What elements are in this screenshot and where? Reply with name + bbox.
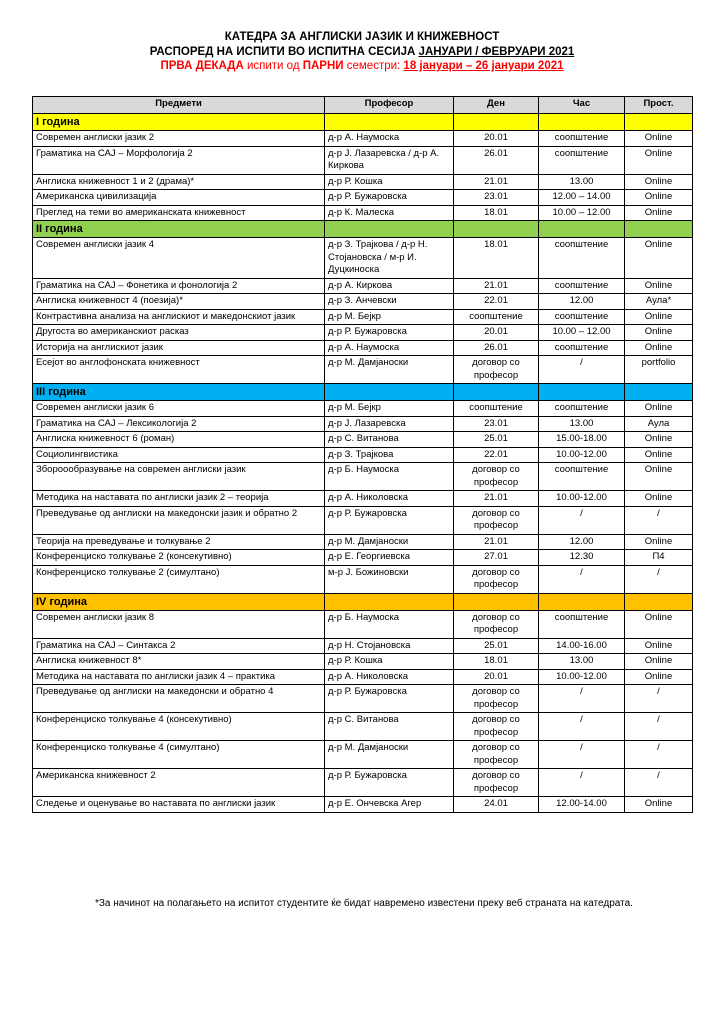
professor-cell: д-р Б. Наумоска [325,610,454,638]
time-cell: / [539,685,625,713]
table-row [33,278,693,294]
day-cell: 22.01 [454,294,539,310]
subject-cell: Преведување од англиски на македонски јазик и обратно 2 [33,506,325,534]
table-row [33,309,693,325]
table-row [33,550,693,566]
room-cell: Online [625,190,693,206]
table-row [33,741,693,769]
subject-cell: Историја на англискиот јазик [33,340,325,356]
table-row [33,685,693,713]
day-cell: 26.01 [454,146,539,174]
day-cell: соопштение [454,309,539,325]
room-cell: Online [625,432,693,448]
day-cell: договор со професор [454,356,539,384]
day-cell: 20.01 [454,669,539,685]
room-cell: Online [625,131,693,147]
professor-cell: д-р М. Дамјаноски [325,741,454,769]
year-header-empty-cell [539,384,625,401]
time-cell: / [539,769,625,797]
professor-cell: д-р Е. Георгиевска [325,550,454,566]
table-row [33,238,693,279]
room-cell: / [625,713,693,741]
year-header-row [33,114,693,131]
professor-cell: д-р Р. Бужаровска [325,190,454,206]
subject-cell: Методика на наставата по англиски јазик 2 – теорија [33,491,325,507]
subject-cell: Англиска книжевност 8* [33,654,325,670]
day-cell: договор со професор [454,506,539,534]
year-header-empty-cell [625,114,693,131]
professor-cell: м-р Ј. Божиновски [325,565,454,593]
day-cell: 20.01 [454,131,539,147]
year-header-empty-cell [325,384,454,401]
time-cell: 10.00-12.00 [539,491,625,507]
subject-cell: Теорија на преведување и толкување 2 [33,534,325,550]
day-cell: договор со професор [454,610,539,638]
document-header [0,30,724,74]
subject-cell: Збороообразување на современ англиски јазик [33,463,325,491]
subject-cell: Контрастивна анализа на англискиот и македонскиот јазик [33,309,325,325]
professor-cell: д-р З. Трајкова [325,447,454,463]
subject-cell: Американска цивилизација [33,190,325,206]
room-cell: / [625,506,693,534]
table-body [33,114,693,813]
professor-cell: д-р М. Дамјаноски [325,356,454,384]
decade-line [0,59,724,74]
table-row [33,146,693,174]
day-cell: договор со професор [454,685,539,713]
time-cell: 10.00 – 12.00 [539,325,625,341]
table-row [33,416,693,432]
professor-cell: д-р А. Николовска [325,491,454,507]
table-row [33,797,693,813]
room-cell: Online [625,534,693,550]
year-label: II година [33,221,325,238]
table-row [33,669,693,685]
subject-cell: Социолингвистика [33,447,325,463]
table-row [33,534,693,550]
year-header-row [33,221,693,238]
professor-cell: д-р А. Наумоска [325,340,454,356]
time-cell: 13.00 [539,654,625,670]
time-cell: 10.00-12.00 [539,669,625,685]
time-cell: 13.00 [539,416,625,432]
subject-cell: Граматика на САЈ – Морфологија 2 [33,146,325,174]
year-header-empty-cell [325,221,454,238]
professor-cell: д-р Р. Бужаровска [325,685,454,713]
time-cell: 15.00-18.00 [539,432,625,448]
room-cell: Online [625,610,693,638]
professor-cell: д-р Ј. Лазаревска / д-р А. Киркова [325,146,454,174]
subject-cell: Современ англиски јазик 8 [33,610,325,638]
professor-cell: д-р Р. Кошка [325,174,454,190]
day-cell: 25.01 [454,432,539,448]
column-header-subject: Предмети [33,97,325,114]
subject-cell: Следење и оценување во наставата по англиски јазик [33,797,325,813]
professor-cell: д-р С. Витанова [325,432,454,448]
time-cell: соопштение [539,610,625,638]
year-label: IV година [33,593,325,610]
time-cell: / [539,565,625,593]
date-range: 18 јануари – 26 јануари 2021 [403,60,564,72]
time-cell: 12.00 [539,294,625,310]
professor-cell: д-р А. Наумоска [325,131,454,147]
subject-cell: Англиска книжевност 4 (поезија)* [33,294,325,310]
day-cell: 20.01 [454,325,539,341]
time-cell: / [539,741,625,769]
professor-cell: д-р К. Малеска [325,205,454,221]
subject-cell: Конференциско толкување 2 (консекутивно) [33,550,325,566]
professor-cell: д-р Р. Бужаровска [325,506,454,534]
year-header-empty-cell [539,593,625,610]
time-cell: 14.00-16.00 [539,638,625,654]
professor-cell: д-р З. Анчевски [325,294,454,310]
room-cell: Online [625,797,693,813]
room-cell: Online [625,340,693,356]
time-cell: 12.30 [539,550,625,566]
year-header-row [33,593,693,610]
professor-cell: д-р А. Киркова [325,278,454,294]
day-cell: соопштение [454,401,539,417]
time-cell: 12.00-14.00 [539,797,625,813]
day-cell: 18.01 [454,205,539,221]
room-cell: Online [625,174,693,190]
table-row [33,190,693,206]
exam-schedule-table [32,96,693,813]
time-cell: соопштение [539,146,625,174]
day-cell: 23.01 [454,416,539,432]
day-cell: 18.01 [454,238,539,279]
day-cell: 21.01 [454,534,539,550]
subject-cell: Граматика на САЈ – Синтакса 2 [33,638,325,654]
year-header-empty-cell [625,593,693,610]
year-header-empty-cell [539,114,625,131]
subject-cell: Конференциско толкување 4 (симултано) [33,741,325,769]
column-header-professor: Професор [325,97,454,114]
year-header-empty-cell [454,384,539,401]
department-title: КАТЕДРА ЗА АНГЛИСКИ ЈАЗИК И КНИЖЕВНОСТ [224,31,500,43]
year-label: I година [33,114,325,131]
year-header-empty-cell [539,221,625,238]
session-period: ЈАНУАРИ / ФЕВРУАРИ 2021 [418,45,575,58]
column-header-time: Час [539,97,625,114]
professor-cell: д-р Н. Стојановска [325,638,454,654]
subject-cell: Преведување од англиски на македонски и обратно 4 [33,685,325,713]
time-cell: соопштение [539,238,625,279]
professor-cell: д-р З. Трајкова / д-р Н. Стојановска / м-р И. Дуцкиноска [325,238,454,279]
table-row [33,174,693,190]
day-cell: 27.01 [454,550,539,566]
subject-cell: Преглед на теми во американската книжевност [33,205,325,221]
decade-text-2: семестри: [343,60,404,72]
day-cell: 21.01 [454,491,539,507]
time-cell: соопштение [539,131,625,147]
time-cell: 13.00 [539,174,625,190]
day-cell: 18.01 [454,654,539,670]
room-cell: / [625,769,693,797]
room-cell: / [625,565,693,593]
year-header-row [33,384,693,401]
year-header-empty-cell [454,114,539,131]
time-cell: соопштение [539,340,625,356]
day-cell: 23.01 [454,190,539,206]
room-cell: Online [625,278,693,294]
subject-cell: Есејот во англофонската книжевност [33,356,325,384]
subject-cell: Англиска книжевност 1 и 2 (драма)* [33,174,325,190]
room-cell: Online [625,654,693,670]
table-row [33,713,693,741]
table-header-row [33,97,693,114]
year-header-empty-cell [454,593,539,610]
professor-cell: д-р М. Бејкр [325,309,454,325]
professor-cell: д-р Ј. Лазаревска [325,416,454,432]
column-header-room: Прост. [625,97,693,114]
table-row [33,654,693,670]
table-row [33,294,693,310]
time-cell: 10.00-12.00 [539,447,625,463]
day-cell: договор со професор [454,713,539,741]
professor-cell: д-р Б. Наумоска [325,463,454,491]
table-row [33,205,693,221]
day-cell: 24.01 [454,797,539,813]
professor-cell: д-р Е. Ончевска Агер [325,797,454,813]
room-cell: Online [625,669,693,685]
table-row [33,432,693,448]
professor-cell: д-р Р. Бужаровска [325,769,454,797]
day-cell: 21.01 [454,174,539,190]
year-header-empty-cell [325,114,454,131]
time-cell: / [539,506,625,534]
room-cell: portfolio [625,356,693,384]
room-cell: Online [625,309,693,325]
time-cell: соопштение [539,463,625,491]
year-header-empty-cell [625,221,693,238]
day-cell: договор со професор [454,463,539,491]
subject-cell: Современ англиски јазик 2 [33,131,325,147]
table-row [33,638,693,654]
time-cell: соопштение [539,401,625,417]
day-cell: договор со професор [454,565,539,593]
time-cell: / [539,356,625,384]
decade-text-1: испити од [243,60,303,72]
table-row [33,565,693,593]
table-row [33,463,693,491]
room-cell: Online [625,205,693,221]
schedule-title-text: РАСПОРЕД НА ИСПИТИ ВО ИСПИТНА СЕСИЈА [149,45,419,58]
subject-cell: Американска книжевност 2 [33,769,325,797]
room-cell: Online [625,638,693,654]
subject-cell: Методика на наставата по англиски јазик 4 – практика [33,669,325,685]
room-cell: / [625,741,693,769]
table-row [33,491,693,507]
table-row [33,769,693,797]
room-cell: Аула* [625,294,693,310]
table-row [33,340,693,356]
professor-cell: д-р М. Бејкр [325,401,454,417]
day-cell: 21.01 [454,278,539,294]
decade-label: ПРВА ДЕКАДА [160,60,244,72]
professor-cell: д-р Р. Кошка [325,654,454,670]
time-cell: соопштение [539,278,625,294]
subject-cell: Другоста во американскиот расказ [33,325,325,341]
room-cell: Online [625,491,693,507]
room-cell: Online [625,447,693,463]
table-row [33,131,693,147]
room-cell: Online [625,401,693,417]
room-cell: Online [625,325,693,341]
room-cell: Аула [625,416,693,432]
room-cell: Online [625,238,693,279]
time-cell: 10.00 – 12.00 [539,205,625,221]
day-cell: договор со професор [454,769,539,797]
day-cell: 26.01 [454,340,539,356]
subject-cell: Современ англиски јазик 6 [33,401,325,417]
subject-cell: Конференциско толкување 4 (консекутивно) [33,713,325,741]
subject-cell: Современ англиски јазик 4 [33,238,325,279]
time-cell: 12.00 [539,534,625,550]
table-row [33,401,693,417]
table-row [33,506,693,534]
table-row [33,325,693,341]
table-row [33,356,693,384]
subject-cell: Конференциско толкување 2 (симултано) [33,565,325,593]
day-cell: 25.01 [454,638,539,654]
day-cell: 22.01 [454,447,539,463]
year-label: III година [33,384,325,401]
room-cell: П4 [625,550,693,566]
room-cell: Online [625,146,693,174]
table-row [33,610,693,638]
professor-cell: д-р А. Николовска [325,669,454,685]
time-cell: 12.00 – 14.00 [539,190,625,206]
year-header-empty-cell [625,384,693,401]
professor-cell: д-р С. Витанова [325,713,454,741]
room-cell: Online [625,463,693,491]
subject-cell: Граматика на САЈ – Фонетика и фонологија 2 [33,278,325,294]
table-row [33,447,693,463]
year-header-empty-cell [454,221,539,238]
time-cell: соопштение [539,309,625,325]
time-cell: / [539,713,625,741]
subject-cell: Англиска книжевност 6 (роман) [33,432,325,448]
year-header-empty-cell [325,593,454,610]
footnote: *За начинот на полагањето на испитот студентите ќе бидат навремено известени преку веб страната на катедрата. [95,898,633,909]
day-cell: договор со професор [454,741,539,769]
semester-type: ПАРНИ [302,60,344,72]
professor-cell: д-р Р. Бужаровска [325,325,454,341]
room-cell: / [625,685,693,713]
schedule-title [0,45,724,60]
subject-cell: Граматика на САЈ – Лексикологија 2 [33,416,325,432]
column-header-day: Ден [454,97,539,114]
professor-cell: д-р М. Дамјаноски [325,534,454,550]
